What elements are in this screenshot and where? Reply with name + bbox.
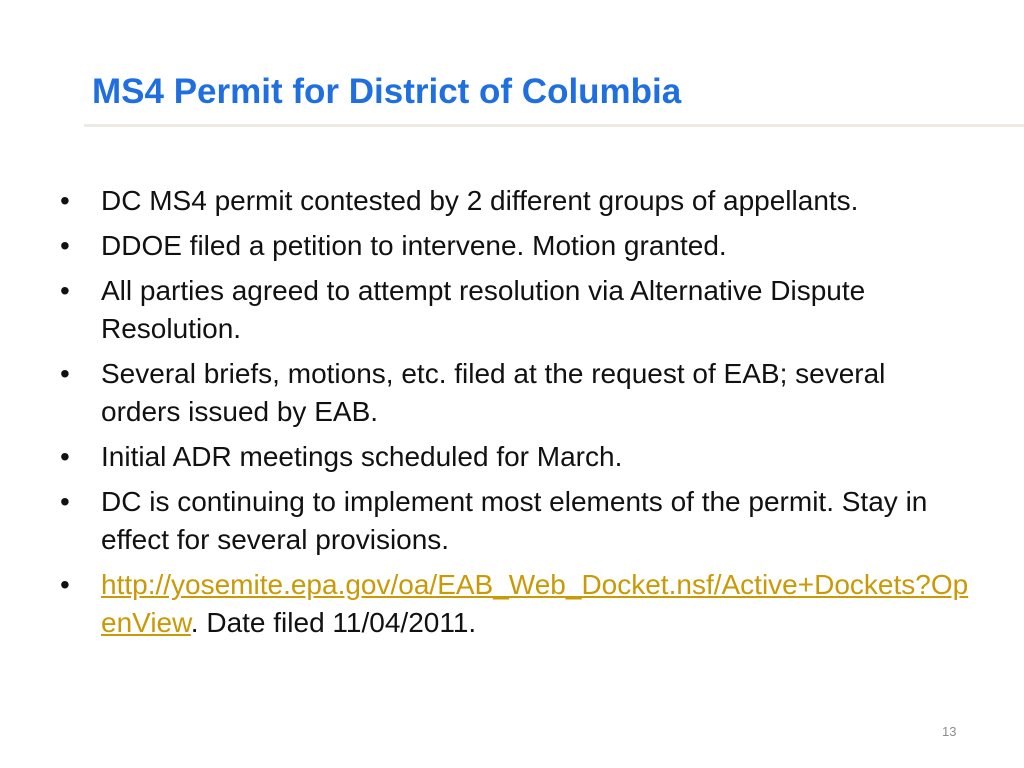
- bullet-item: [0, 182, 971, 220]
- title-divider: [84, 124, 1024, 127]
- bullet-item: [0, 438, 971, 476]
- bullet-list: [0, 182, 1024, 649]
- docket-link[interactable]: http://yosemite.epa.gov/oa/EAB_Web_Docket.nsf/Active+Dockets?OpenView: [101, 569, 969, 638]
- bullet-icon: •: [60, 230, 70, 261]
- bullet-icon: •: [60, 358, 70, 389]
- bullet-icon: •: [60, 486, 70, 517]
- bullet-text: Initial ADR meetings scheduled for March.: [101, 441, 623, 472]
- bullet-icon: •: [60, 441, 70, 472]
- bullet-icon: •: [60, 569, 70, 600]
- bullet-item: [0, 227, 971, 265]
- page-number: 13: [942, 724, 957, 739]
- bullet-text: All parties agreed to attempt resolution via Alternative Dispute Resolution.: [101, 275, 866, 344]
- slide-title: MS4 Permit for District of Columbia: [92, 72, 682, 111]
- bullet-text: DC MS4 permit contested by 2 different groups of appellants.: [101, 185, 859, 216]
- bullet-item: [0, 483, 971, 559]
- date-filed-text: . Date filed 11/04/2011.: [190, 607, 477, 638]
- bullet-icon: •: [60, 185, 70, 216]
- bullet-text: DDOE filed a petition to intervene. Motion granted.: [101, 230, 727, 261]
- bullet-icon: •: [60, 275, 70, 306]
- bullet-text: Several briefs, motions, etc. filed at the request of EAB; several orders issued by EAB.: [101, 358, 886, 427]
- bullet-item-link: [0, 566, 971, 642]
- bullet-item: [0, 355, 971, 431]
- bullet-text: DC is continuing to implement most elements of the permit. Stay in effect for several provisions.: [101, 486, 928, 555]
- bullet-item: [0, 272, 971, 348]
